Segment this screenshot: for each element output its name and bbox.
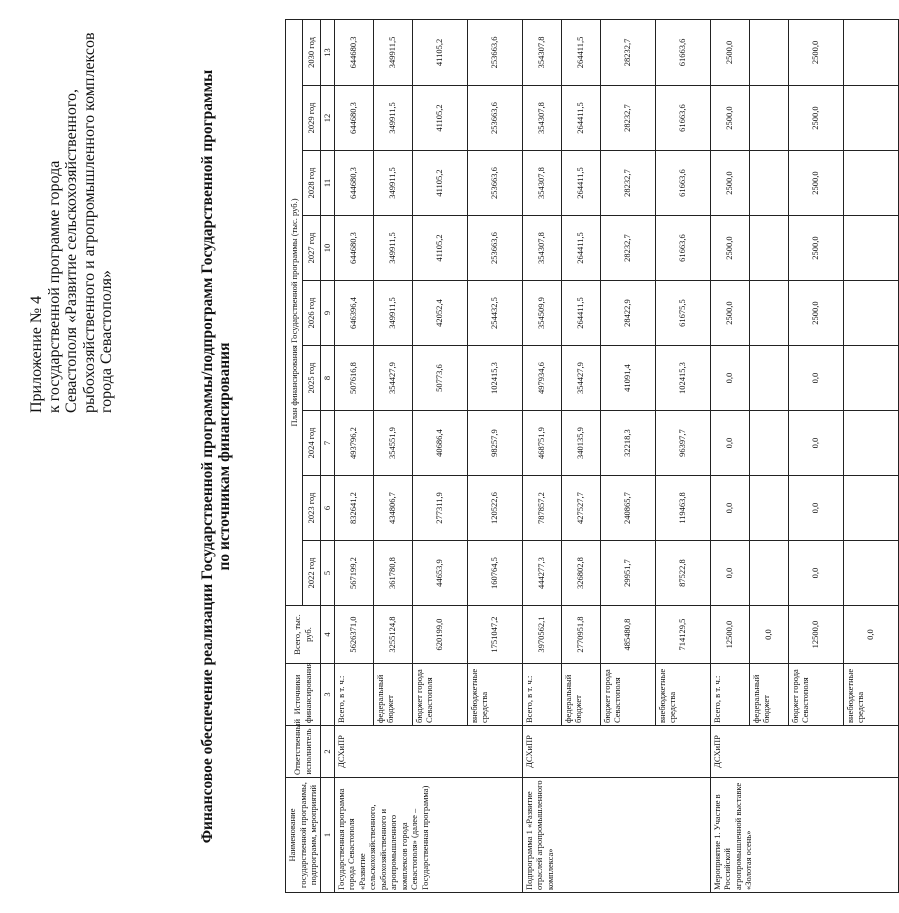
year-amount: 349911,5 [373,86,412,151]
year-amount: 0,0 [788,476,843,541]
funding-source: Всего, в т. ч.: [710,664,749,726]
year-amount: 98257,9 [467,411,522,476]
year-amount: 2500,0 [710,281,749,346]
funding-source: внебюджетные средства [655,664,710,726]
year-amount: 644680,3 [334,216,373,281]
year-amount: 497934,6 [522,346,561,411]
year-amount: 28232,7 [600,86,655,151]
funding-source: федеральный бюджет [561,664,600,726]
year-amount: 28422,9 [600,281,655,346]
year-amount: 468751,9 [522,411,561,476]
year-amount: 253663,6 [467,86,522,151]
title-line-1: Финансовое обеспечение реализации Государственной программы/подпрограмм Государственной программы [199,69,216,844]
year-amount [749,541,788,606]
year-amount: 0,0 [788,346,843,411]
year-amount: 61663,6 [655,151,710,216]
year-amount: 41105,2 [412,216,467,281]
total-amount: 3255124,8 [373,606,412,664]
year-amount: 44653,9 [412,541,467,606]
year-amount: 361780,8 [373,541,412,606]
table-row [710,19,749,892]
header-plan: План финансирования Государственной программы (тыс. руб.) [286,19,303,605]
year-amount [843,411,898,476]
year-amount: 354551,9 [373,411,412,476]
header-year: 2029 год [303,86,320,151]
funding-source: Всего, в т. ч.: [334,664,373,726]
year-amount: 444277,3 [522,541,561,606]
header-year: 2027 год [303,216,320,281]
total-amount: 620199,0 [412,606,467,664]
funding-source: федеральный бюджет [373,664,412,726]
year-amount: 0,0 [788,411,843,476]
funding-source: Всего, в т. ч.: [522,664,561,726]
year-amount: 0,0 [710,411,749,476]
header-year: 2028 год [303,151,320,216]
year-amount: 96397,7 [655,411,710,476]
year-amount: 264411,5 [561,19,600,85]
year-amount [843,346,898,411]
header-year: 2024 год [303,411,320,476]
year-amount: 644680,3 [334,151,373,216]
year-amount: 119463,8 [655,476,710,541]
year-amount: 644680,3 [334,19,373,85]
year-amount: 240865,7 [600,476,655,541]
funding-source: внебюджетные средства [467,664,522,726]
title-line-2: по источникам финансирования [216,342,233,571]
responsible-executor: ДСХиПР [522,726,710,778]
year-amount: 349911,5 [373,281,412,346]
year-amount: 264411,5 [561,281,600,346]
column-index: 7 [320,411,334,476]
program-name: Государственная программа города Севастополя «Развитие сельскохозяйственного, рыбохозяйственного и агропромышленного комплексов города Севастополя» (далее – Государственная программа) [334,778,522,893]
year-amount: 646396,4 [334,281,373,346]
year-amount: 28232,7 [600,151,655,216]
year-amount [843,476,898,541]
year-amount: 87522,8 [655,541,710,606]
year-amount: 434806,7 [373,476,412,541]
year-amount: 61663,6 [655,19,710,85]
column-index: 10 [320,216,334,281]
year-amount: 2500,0 [710,19,749,85]
year-amount: 253663,6 [467,19,522,85]
year-amount: 427527,7 [561,476,600,541]
year-amount: 354307,8 [522,19,561,85]
column-index: 2 [320,726,334,778]
year-amount: 29951,7 [600,541,655,606]
table-row [522,19,561,892]
year-amount: 2500,0 [710,86,749,151]
year-amount: 120522,6 [467,476,522,541]
year-amount: 61663,6 [655,86,710,151]
funding-source: бюджет города Севастополя [600,664,655,726]
year-amount: 61663,6 [655,216,710,281]
column-index: 5 [320,541,334,606]
funding-source: внебюджетные средства [843,664,898,726]
year-amount: 42052,4 [412,281,467,346]
year-amount: 253663,6 [467,151,522,216]
year-amount: 340135,9 [561,411,600,476]
year-amount: 254432,5 [467,281,522,346]
year-amount: 41105,2 [412,19,467,85]
year-amount: 493796,2 [334,411,373,476]
program-name: Подпрограмма 1 «Развитие отраслей агропромышленного комплекса» [522,778,710,893]
year-amount: 160764,5 [467,541,522,606]
responsible-executor: ДСХиПР [334,726,522,778]
header-source: Источники финансирования [286,664,321,726]
appendix-line: города Севастополя» [98,270,115,413]
funding-source: федеральный бюджет [749,664,788,726]
total-amount: 485480,8 [600,606,655,664]
header-year: 2026 год [303,281,320,346]
year-amount: 41105,2 [412,151,467,216]
year-amount [749,86,788,151]
total-amount: 2770951,8 [561,606,600,664]
year-amount: 40686,4 [412,411,467,476]
total-amount: 0,0 [843,606,898,664]
total-amount: 3970562,1 [522,606,561,664]
column-index: 13 [320,19,334,85]
column-index-row [320,19,334,892]
year-amount: 61675,5 [655,281,710,346]
year-amount: 2500,0 [710,216,749,281]
header-year: 2022 год [303,541,320,606]
total-amount: 0,0 [749,606,788,664]
column-index: 3 [320,664,334,726]
funding-source: бюджет города Севастополя [788,664,843,726]
year-amount [749,151,788,216]
header-row [286,19,303,892]
year-amount: 354427,9 [373,346,412,411]
header-year: 2030 год [303,19,320,85]
column-index: 12 [320,86,334,151]
year-amount [749,476,788,541]
year-amount: 2500,0 [788,19,843,85]
header-year: 2023 год [303,476,320,541]
year-amount [749,411,788,476]
column-index: 4 [320,606,334,664]
year-amount: 28232,7 [600,19,655,85]
year-amount: 0,0 [710,346,749,411]
appendix-line: Севастополя «Развитие сельскохозяйственного, [63,88,80,413]
appendix-line: к государственной программе города [45,160,63,413]
column-index: 6 [320,476,334,541]
year-amount: 354307,8 [522,86,561,151]
column-index: 11 [320,151,334,216]
year-amount: 787857,2 [522,476,561,541]
year-amount: 2500,0 [788,86,843,151]
year-amount: 354307,8 [522,151,561,216]
year-amount: 354307,8 [522,216,561,281]
year-amount [843,19,898,85]
year-amount: 507616,8 [334,346,373,411]
appendix-line: рыбохозяйственного и агропромышленного комплексов [80,32,98,413]
year-amount [843,281,898,346]
year-amount [843,151,898,216]
total-amount: 12500,0 [788,606,843,664]
financing-table [285,19,899,893]
year-amount: 326802,8 [561,541,600,606]
header-responsible: Ответственный исполнитель [286,726,321,778]
table-row [334,19,373,892]
year-amount: 264411,5 [561,86,600,151]
appendix-line: Приложение № 4 [28,295,45,413]
year-amount: 0,0 [788,541,843,606]
header-year: 2025 год [303,346,320,411]
funding-source: бюджет города Севастополя [412,664,467,726]
year-amount: 349911,5 [373,151,412,216]
year-amount [843,541,898,606]
year-amount: 354427,9 [561,346,600,411]
year-amount: 644680,3 [334,86,373,151]
year-amount: 2500,0 [788,281,843,346]
document-title [199,20,233,893]
year-amount: 28232,7 [600,216,655,281]
appendix-block [28,32,116,413]
year-amount: 102415,3 [467,346,522,411]
year-amount: 349911,5 [373,216,412,281]
year-amount: 102415,3 [655,346,710,411]
year-amount: 50773,6 [412,346,467,411]
year-amount: 32218,3 [600,411,655,476]
year-amount: 277311,9 [412,476,467,541]
total-amount: 1751047,2 [467,606,522,664]
total-amount: 714129,5 [655,606,710,664]
year-amount: 2500,0 [788,151,843,216]
header-name: Наименование государственной программы, подпрограмм, мероприятий [286,778,321,893]
year-amount [749,281,788,346]
year-amount: 2500,0 [710,151,749,216]
responsible-executor: ДСХиПР [710,726,898,778]
year-amount: 264411,5 [561,151,600,216]
total-amount: 5626371,0 [334,606,373,664]
year-amount: 354509,9 [522,281,561,346]
year-amount [749,19,788,85]
year-amount: 832641,2 [334,476,373,541]
year-amount: 349911,5 [373,19,412,85]
year-amount: 41105,2 [412,86,467,151]
column-index: 9 [320,281,334,346]
year-amount [749,346,788,411]
year-amount [843,216,898,281]
total-amount: 12500,0 [710,606,749,664]
column-index: 8 [320,346,334,411]
year-amount: 567199,2 [334,541,373,606]
year-amount: 0,0 [710,476,749,541]
year-amount [749,216,788,281]
year-amount: 2500,0 [788,216,843,281]
year-amount: 0,0 [710,541,749,606]
column-index: 1 [320,778,334,893]
year-amount [843,86,898,151]
header-total: Всего, тыс. руб. [286,606,321,664]
program-name: Мероприятие 1. Участие в Российской агропромышленной выставке «Золотая осень» [710,778,898,893]
year-amount: 253663,6 [467,216,522,281]
year-amount: 264411,5 [561,216,600,281]
year-amount: 41091,4 [600,346,655,411]
